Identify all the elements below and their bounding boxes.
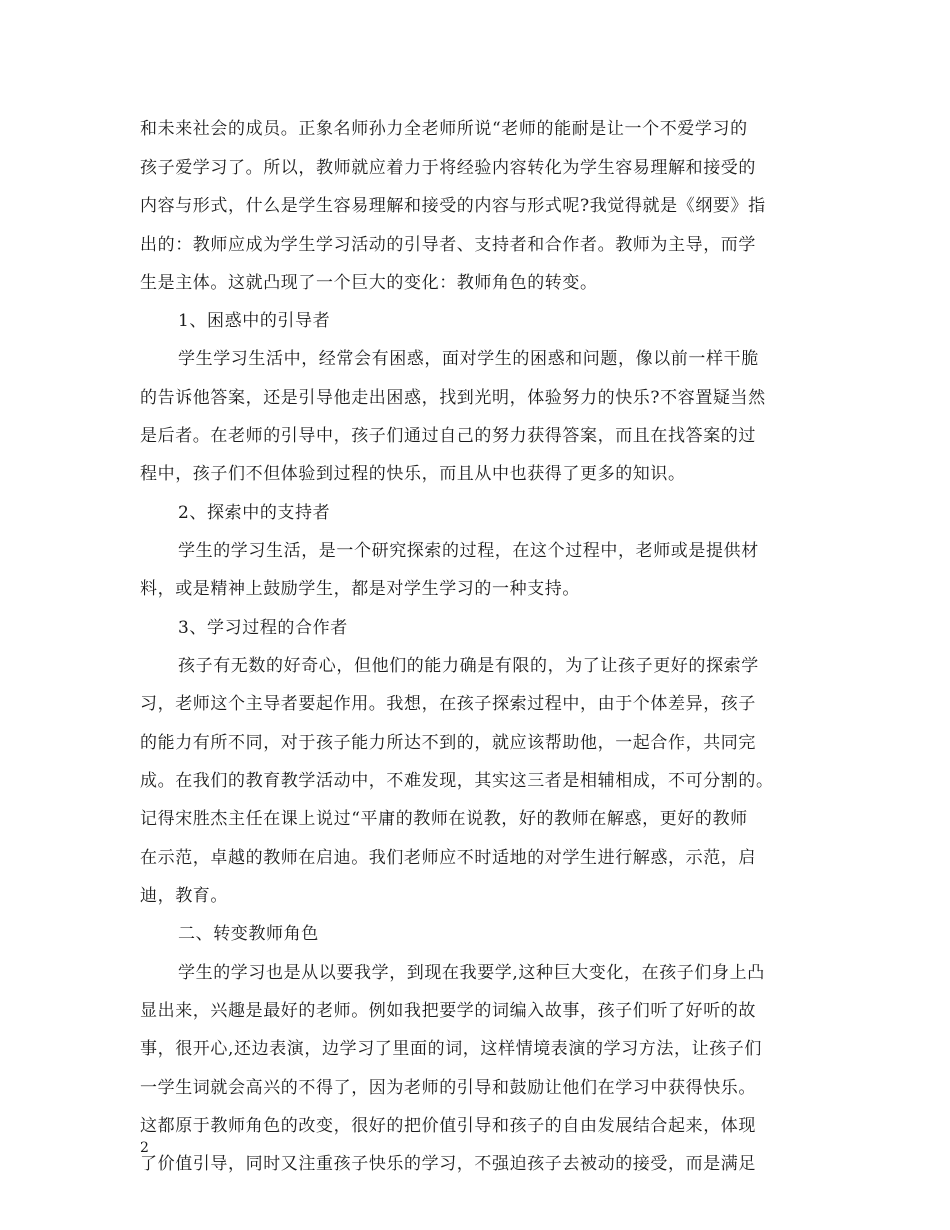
text-line: 孩子爱学习了。所以，教师就应着力于将经验内容转化为学生容易理解和接受的 (140, 158, 756, 178)
section-heading: 2、探索中的支持者 (178, 503, 331, 523)
text-line: 迪，教育。 (140, 886, 228, 906)
text-line: 习，老师这个主导者要起作用。我想，在孩子探索过程中，由于个体差异，孩子 (140, 694, 756, 714)
section-heading: 3、学习过程的合作者 (178, 618, 348, 638)
text-line: 事，很开心,还边表演，边学习了里面的词，这样情境表演的学习方法，让孩子们 (140, 1039, 763, 1059)
text-line: 程中，孩子们不但体验到过程的快乐，而且从中也获得了更多的知识。 (140, 464, 686, 484)
text-line: 出的：教师应成为学生学习活动的引导者、支持者和合作者。教师为主导，而学 (140, 235, 756, 255)
text-line: 这都原于教师角色的改变，很好的把价值引导和孩子的自由发展结合起来，体现 (140, 1116, 756, 1136)
text-line: 一学生词就会高兴的不得了，因为老师的引导和鼓励让他们在学习中获得快乐。 (140, 1078, 756, 1098)
page-number: 2 (140, 1140, 149, 1156)
section-heading: 1、困惑中的引导者 (178, 311, 331, 331)
text-line: 孩子有无数的好奇心，但他们的能力确是有限的，为了让孩子更好的探索学 (178, 656, 759, 676)
text-line: 内容与形式，什么是学生容易理解和接受的内容与形式呢?我觉得就是《纲要》指 (140, 196, 766, 216)
text-line: 料，或是精神上鼓励学生，都是对学生学习的一种支持。 (140, 579, 580, 599)
section-heading: 二、转变教师角色 (178, 924, 319, 944)
text-line: 的告诉他答案，还是引导他走出困惑，找到光明，体验努力的快乐?不容置疑当然 (140, 388, 766, 408)
text-line: 学生学习生活中，经常会有困惑，面对学生的困惑和问题，像以前一样干脆 (178, 349, 759, 369)
text-line: 记得宋胜杰主任在课上说过“平庸的教师在说教，好的教师在解惑，更好的教师 (140, 809, 748, 829)
text-line: 的能力有所不同，对于孩子能力所达不到的，就应该帮助他，一起合作，共同完 (140, 733, 756, 753)
text-line: 成。在我们的教育教学活动中，不难发现，其实这三者是相辅相成，不可分割的。 (140, 771, 774, 791)
text-line: 了价值引导，同时又注重孩子快乐的学习，不强迫孩子去被动的接受，而是满足 (140, 1154, 756, 1174)
text-line: 和未来社会的成员。正象名师孙力全老师所说“老师的能耐是让一个不爱学习的 (140, 119, 748, 139)
text-line: 生是主体。这就凸现了一个巨大的变化：教师角色的转变。 (140, 273, 598, 293)
text-line: 显出来，兴趣是最好的老师。例如我把要学的词编入故事，孩子们听了好听的故 (140, 1001, 756, 1021)
text-line: 学生的学习生活，是一个研究探索的过程，在这个过程中，老师或是提供材 (178, 541, 759, 561)
text-line: 学生的学习也是从以要我学，到现在我要学,这种巨大变化，在孩子们身上凸 (178, 963, 765, 983)
text-line: 在示范，卓越的教师在启迪。我们老师应不时适地的对学生进行解惑，示范，启 (140, 848, 756, 868)
text-line: 是后者。在老师的引导中，孩子们通过自己的努力获得答案，而且在找答案的过 (140, 426, 756, 446)
